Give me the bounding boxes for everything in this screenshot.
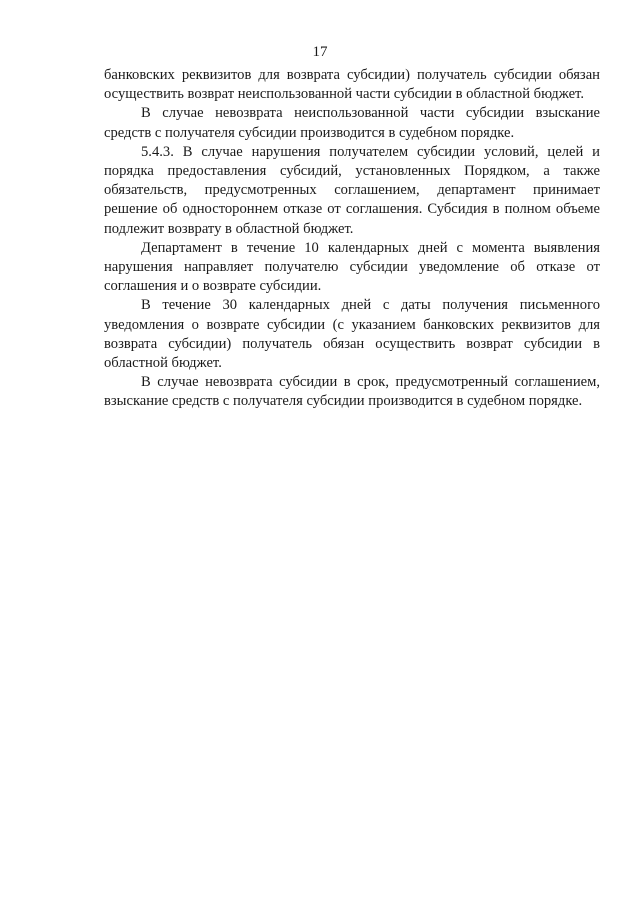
paragraph-unused-subsidy-recovery: В случае невозврата неиспользованной части субсидии взыскание средств с получателя субсидии производится в судебном порядке. <box>104 105 600 141</box>
paragraph-return-deadline: В течение 30 календарных дней с даты получения письменного уведомления о возврате субсидии (с указанием банковских реквизитов для возврата субсидии) получатель обязан осуществить возврат субсидии в областной бюджет. <box>104 297 600 372</box>
paragraph-continuation: банковских реквизитов для возврата субсидии) получатель субсидии обязан осуществить возврат неиспользованной части субсидии в областной бюджет. <box>104 67 600 103</box>
paragraph-department-notice: Департамент в течение 10 календарных дней с момента выявления нарушения направляет получателю субсидии уведомление об отказе от соглашения и о возврате субсидии. <box>104 239 600 295</box>
paragraph-court-recovery: В случае невозврата субсидии в срок, предусмотренный соглашением, взыскание средств с получателя субсидии производится в судебном порядке. <box>104 374 600 410</box>
document-body <box>104 66 600 412</box>
page-number: 17 <box>312 44 328 60</box>
paragraph-clause-5-4-3: 5.4.3. В случае нарушения получателем субсидии условий, целей и порядка предоставления субсидий, установленных Порядком, а также обязательств, предусмотренных соглашением, департамент принимает решение об одностороннем отказе от соглашения. Субсидия в полном объеме подлежит возврату в областной бюджет. <box>104 143 600 237</box>
